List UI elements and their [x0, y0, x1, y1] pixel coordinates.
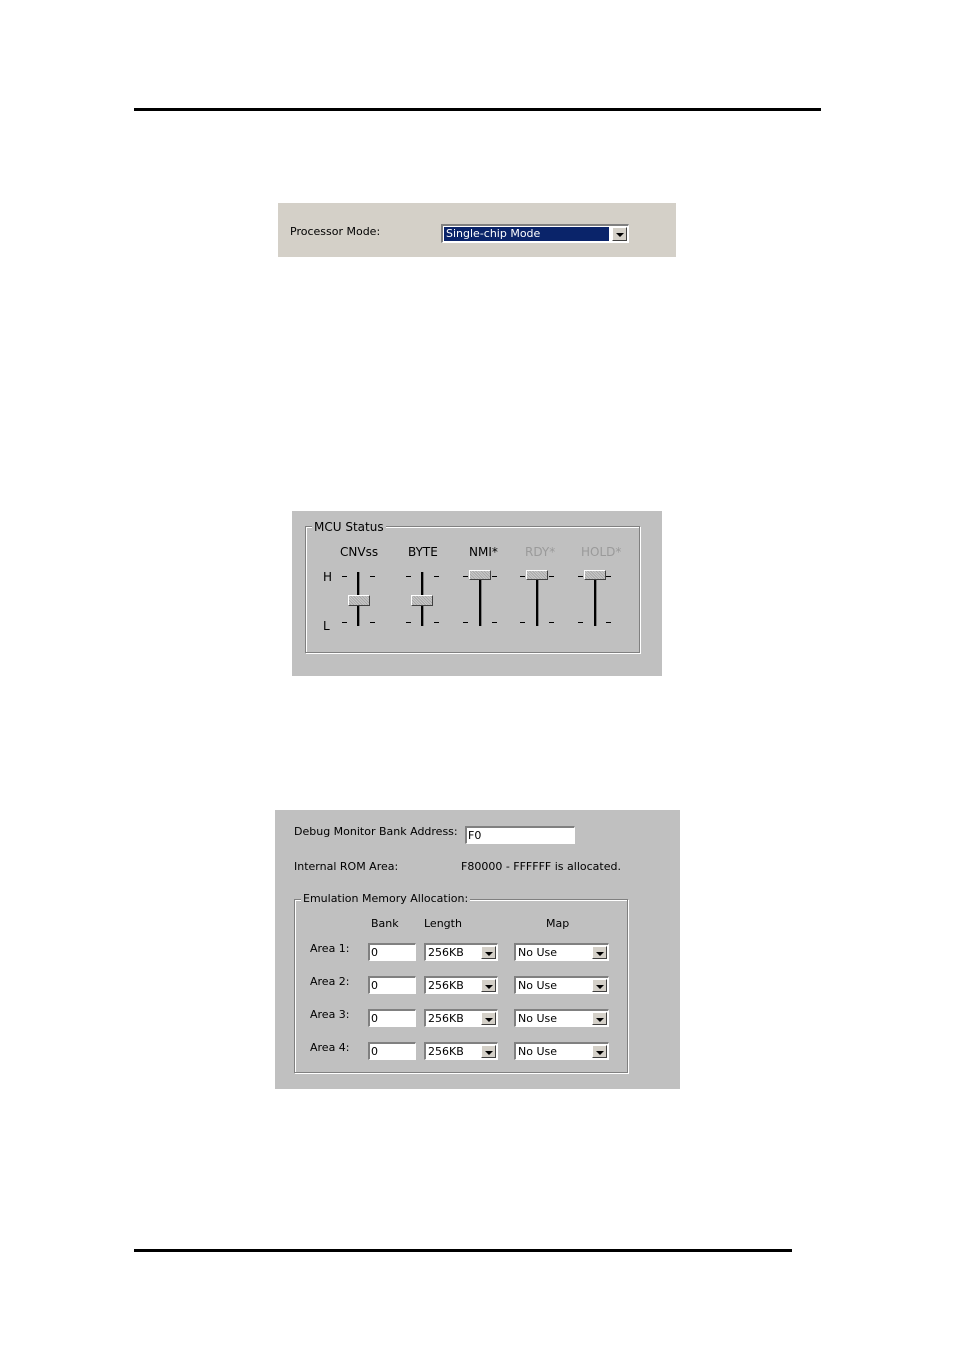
rom-area-value: F80000 - FFFFFF is allocated. [461, 860, 621, 873]
chevron-down-icon[interactable] [612, 227, 627, 241]
area-label: Area 1: [310, 942, 350, 955]
area-label: Area 3: [310, 1008, 350, 1021]
map-select[interactable] [514, 943, 609, 961]
chevron-down-icon[interactable] [481, 946, 496, 959]
chevron-down-icon[interactable] [481, 1012, 496, 1025]
mcu-status-panel [292, 511, 662, 676]
bank-input[interactable]: 0 [368, 943, 416, 961]
processor-mode-label: Processor Mode: [290, 225, 381, 238]
length-column-header: Length [424, 917, 462, 930]
top-rule [134, 108, 821, 111]
slider-label-rdy: RDY* [525, 545, 556, 559]
processor-mode-select[interactable] [441, 224, 629, 243]
map-select[interactable] [514, 1009, 609, 1027]
low-label: L [323, 619, 330, 633]
slider-thumb[interactable] [348, 595, 370, 606]
bottom-rule [134, 1249, 792, 1252]
slider-label-cnvss: CNVss [340, 545, 379, 559]
map-value: No Use [518, 1012, 558, 1025]
bank-column-header: Bank [371, 917, 399, 930]
chevron-down-icon[interactable] [592, 946, 607, 959]
length-select[interactable] [424, 943, 498, 961]
bank-address-label: Debug Monitor Bank Address: [294, 825, 458, 838]
length-value: 256KB [428, 1045, 464, 1058]
emulation-memory-group-label: Emulation Memory Allocation: [303, 892, 469, 905]
chevron-down-icon[interactable] [592, 979, 607, 992]
map-value: No Use [518, 946, 558, 959]
debug-monitor-panel [275, 810, 680, 1089]
bank-address-input[interactable]: F0 [465, 826, 575, 844]
slider-thumb[interactable] [469, 570, 491, 580]
chevron-down-icon[interactable] [592, 1012, 607, 1025]
slider-thumb [584, 570, 606, 580]
slider-track [594, 572, 597, 626]
length-value: 256KB [428, 979, 464, 992]
length-select[interactable] [424, 1042, 498, 1060]
bank-input[interactable]: 0 [368, 976, 416, 994]
slider-thumb [526, 570, 548, 580]
map-value: No Use [518, 1045, 558, 1058]
bank-input[interactable]: 0 [368, 1042, 416, 1060]
processor-mode-panel [278, 203, 676, 257]
map-value: No Use [518, 979, 558, 992]
slider-label-hold: HOLD* [581, 545, 622, 559]
mcu-status-group-label: MCU Status [314, 520, 384, 534]
processor-mode-value: Single-chip Mode [444, 227, 609, 241]
length-select[interactable] [424, 976, 498, 994]
length-value: 256KB [428, 1012, 464, 1025]
area-label: Area 2: [310, 975, 350, 988]
length-value: 256KB [428, 946, 464, 959]
slider-thumb[interactable] [411, 595, 433, 606]
slider-label-nmi: NMI* [469, 545, 498, 559]
length-select[interactable] [424, 1009, 498, 1027]
chevron-down-icon[interactable] [481, 1045, 496, 1058]
chevron-down-icon[interactable] [592, 1045, 607, 1058]
slider-track [536, 572, 539, 626]
map-select[interactable] [514, 1042, 609, 1060]
slider-label-byte: BYTE [408, 545, 438, 559]
slider-track [479, 572, 482, 626]
area-label: Area 4: [310, 1041, 350, 1054]
chevron-down-icon[interactable] [481, 979, 496, 992]
high-label: H [323, 570, 333, 584]
rom-area-label: Internal ROM Area: [294, 860, 399, 873]
map-column-header: Map [546, 917, 570, 930]
bank-input[interactable]: 0 [368, 1009, 416, 1027]
map-select[interactable] [514, 976, 609, 994]
